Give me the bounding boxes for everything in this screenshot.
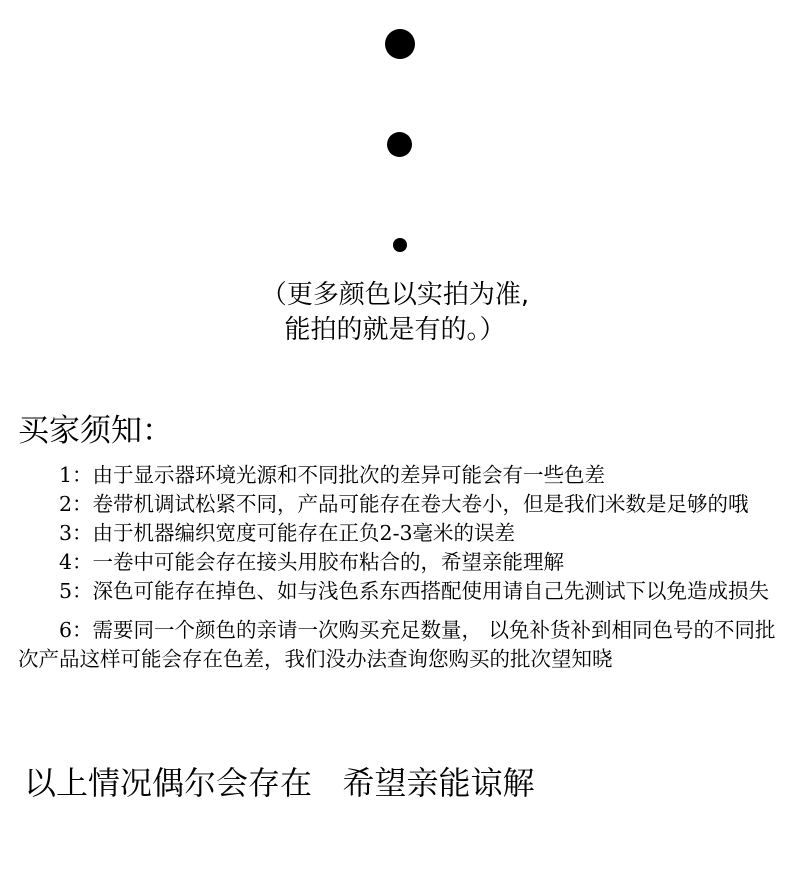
bullet-dot-large	[385, 29, 415, 59]
notice-item-1: 1：由于显示器环境光源和不同批次的差异可能会有一些色差	[59, 463, 606, 487]
notice-item-4: 4：一卷中可能会存在接头用胶布粘合的，希望亲能理解	[59, 550, 565, 574]
bullet-dot-small	[393, 238, 407, 252]
buyer-notice-list	[18, 461, 778, 674]
notice-item-2: 2：卷带机调试松紧不同，产品可能存在卷大卷小，但是我们米数是足够的哦	[59, 492, 749, 516]
color-note-line-1: （更多颜色以实拍为准,	[260, 280, 530, 310]
buyer-notice-title: 买家须知：	[18, 413, 173, 449]
bullet-dot-medium	[387, 132, 412, 157]
notice-item-5: 5：深色可能存在掉色、如与浅色系东西搭配使用请自己先测试下以免造成损失	[59, 579, 770, 603]
notice-item-3: 3：由于机器编织宽度可能存在正负2-3毫米的误差	[59, 521, 516, 545]
notice-item-6: 6：需要同一个颜色的亲请一次购买充足数量， 以免补货补到相同色号的不同批次产品这样可能会存在色差，我们没办法查询您购买的批次望知晓	[18, 618, 776, 671]
closing-statement: 以上情况偶尔会存在 希望亲能谅解	[24, 764, 535, 802]
color-note-line-2: 能拍的就是有的。）	[284, 315, 506, 345]
